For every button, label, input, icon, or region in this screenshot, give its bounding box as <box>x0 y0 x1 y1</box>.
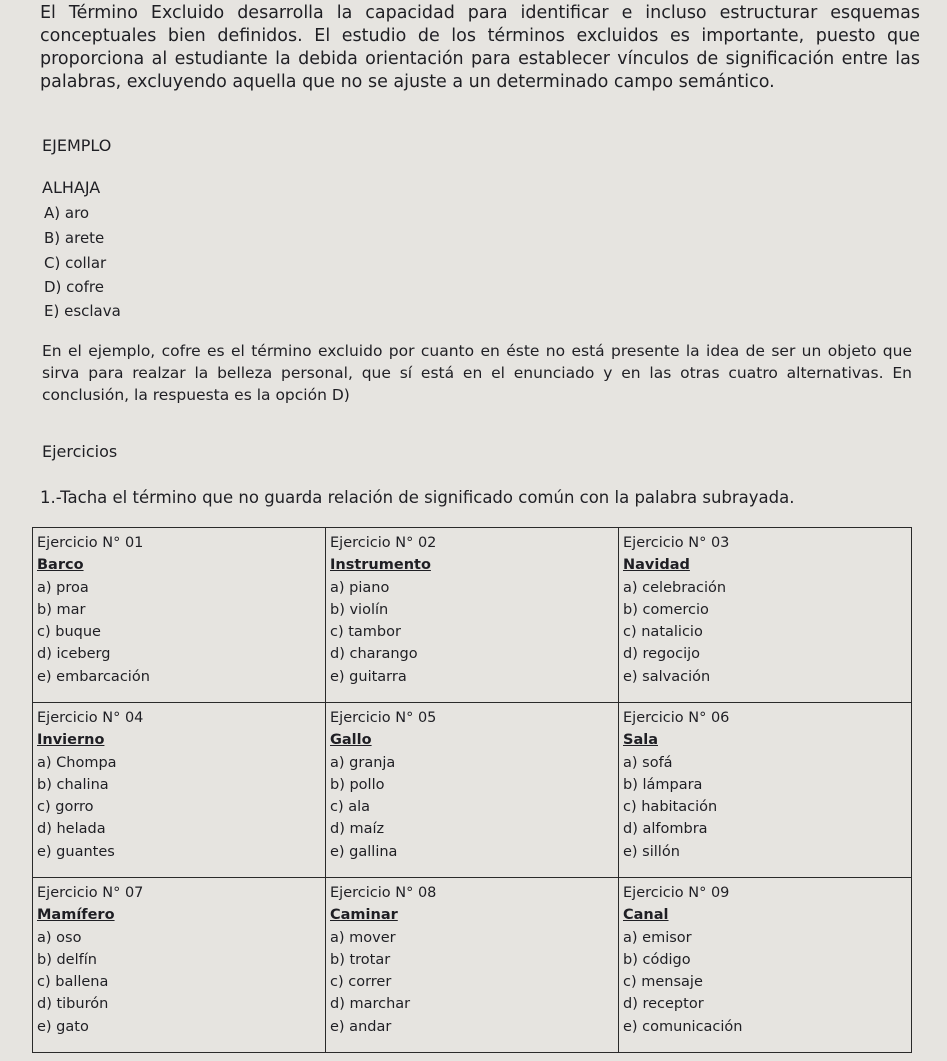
exercise-option[interactable]: c) mensaje <box>623 974 703 991</box>
exercise-option[interactable]: e) gato <box>37 1018 89 1035</box>
exercise-option[interactable]: b) código <box>623 951 691 968</box>
exercise-title: Ejercicio N° 06 <box>623 710 730 726</box>
exercise-cell <box>326 703 619 878</box>
example-option: D) cofre <box>44 278 104 296</box>
exercises-heading: Ejercicios <box>42 442 118 461</box>
exercise-word: Instrumento <box>330 557 431 574</box>
exercise-option[interactable]: b) pollo <box>330 776 385 793</box>
exercise-option[interactable]: d) maíz <box>330 821 385 838</box>
example-heading: EJEMPLO <box>42 136 112 155</box>
exercise-word: Navidad <box>623 557 690 574</box>
exercise-option[interactable]: c) ala <box>330 799 371 816</box>
exercise-title: Ejercicio N° 09 <box>623 885 730 901</box>
task-instruction: 1.-Tacha el término que no guarda relación de significado común con la palabra subrayada. <box>40 488 795 507</box>
example-explanation: En el ejemplo, cofre es el término excluido por cuanto en éste no está presente la idea de ser un objeto que sirva para realzar la belleza personal, que sí está en el enunciado y en las otras cuatro alternativas. En conclusión, la respuesta es la opción D) <box>42 342 912 404</box>
exercise-title: Ejercicio N° 07 <box>37 885 144 901</box>
exercise-option[interactable]: b) chalina <box>37 776 109 793</box>
exercise-word: Barco <box>37 557 84 574</box>
exercise-word: Invierno <box>37 732 105 749</box>
exercise-option[interactable]: b) mar <box>37 601 86 618</box>
exercise-title: Ejercicio N° 03 <box>623 535 730 551</box>
exercise-cell <box>33 878 326 1053</box>
exercise-option[interactable]: c) ballena <box>37 974 109 991</box>
exercise-option[interactable]: c) buque <box>37 624 101 641</box>
exercise-title: Ejercicio N° 08 <box>330 885 437 901</box>
exercise-cell <box>619 703 912 878</box>
exercise-option[interactable]: d) regocijo <box>623 646 701 663</box>
exercise-title: Ejercicio N° 02 <box>330 535 437 551</box>
exercise-option[interactable]: e) gallina <box>330 843 398 860</box>
exercise-option[interactable]: a) proa <box>37 579 89 596</box>
exercise-option[interactable]: b) comercio <box>623 601 709 618</box>
exercise-option[interactable]: e) sillón <box>623 843 680 860</box>
exercise-option[interactable]: d) receptor <box>623 996 704 1013</box>
exercise-option[interactable]: d) charango <box>330 646 418 663</box>
exercise-option[interactable]: a) mover <box>330 929 396 946</box>
exercise-option[interactable]: b) violín <box>330 601 389 618</box>
exercise-option[interactable]: c) natalicio <box>623 624 703 641</box>
exercise-option[interactable]: a) emisor <box>623 929 692 946</box>
exercise-cell <box>326 878 619 1053</box>
exercise-cell <box>326 528 619 703</box>
exercise-option[interactable]: a) piano <box>330 579 390 596</box>
exercise-option[interactable]: a) sofá <box>623 754 673 771</box>
exercise-option[interactable]: e) embarcación <box>37 668 150 685</box>
exercise-option[interactable]: d) marchar <box>330 996 411 1013</box>
exercise-word: Mamífero <box>37 907 115 924</box>
example-option: E) esclava <box>44 302 121 320</box>
exercise-cell <box>33 528 326 703</box>
exercise-option[interactable]: e) guantes <box>37 843 115 860</box>
exercise-option[interactable]: d) tiburón <box>37 996 109 1013</box>
exercise-option[interactable]: c) correr <box>330 974 392 991</box>
exercise-option[interactable]: b) delfín <box>37 951 97 968</box>
exercise-option[interactable]: d) alfombra <box>623 821 708 838</box>
exercise-option[interactable]: b) lámpara <box>623 776 703 793</box>
exercise-title: Ejercicio N° 01 <box>37 535 144 551</box>
example-option: B) arete <box>44 229 105 247</box>
exercise-cell <box>619 878 912 1053</box>
exercise-option[interactable]: a) celebración <box>623 579 727 596</box>
example-option: C) collar <box>44 254 107 272</box>
example-option: A) aro <box>44 204 90 222</box>
exercise-table <box>32 527 912 1053</box>
exercise-option[interactable]: d) helada <box>37 821 106 838</box>
exercise-option[interactable]: d) iceberg <box>37 646 111 663</box>
exercise-word: Caminar <box>330 907 398 924</box>
exercise-cell <box>619 528 912 703</box>
exercise-option[interactable]: e) comunicación <box>623 1018 743 1035</box>
exercise-option[interactable]: e) andar <box>330 1018 392 1035</box>
exercise-option[interactable]: b) trotar <box>330 951 391 968</box>
exercise-title: Ejercicio N° 04 <box>37 710 144 726</box>
exercise-word: Canal <box>623 907 669 924</box>
example-word: ALHAJA <box>42 178 101 197</box>
exercise-word: Gallo <box>330 732 372 749</box>
exercise-cell <box>33 703 326 878</box>
exercise-option[interactable]: c) gorro <box>37 799 94 816</box>
exercise-option[interactable]: e) salvación <box>623 668 711 685</box>
exercise-option[interactable]: c) tambor <box>330 624 401 641</box>
exercise-option[interactable]: a) oso <box>37 929 82 946</box>
exercise-option[interactable]: c) habitación <box>623 799 718 816</box>
exercise-option[interactable]: a) Chompa <box>37 754 117 771</box>
exercise-title: Ejercicio N° 05 <box>330 710 437 726</box>
exercise-option[interactable]: e) guitarra <box>330 668 407 685</box>
intro-paragraph: El Término Excluido desarrolla la capacidad para identificar e incluso estructurar esquemas conceptuales bien definidos. El estudio de los términos excluidos es importante, puesto que proporciona al estudiante la debida orientación para establecer vínculos de significación entre las palabras, excluyendo aquella que no se ajuste a un determinado campo semántico. <box>40 3 920 92</box>
exercise-word: Sala <box>623 732 658 749</box>
exercise-option[interactable]: a) granja <box>330 754 396 771</box>
